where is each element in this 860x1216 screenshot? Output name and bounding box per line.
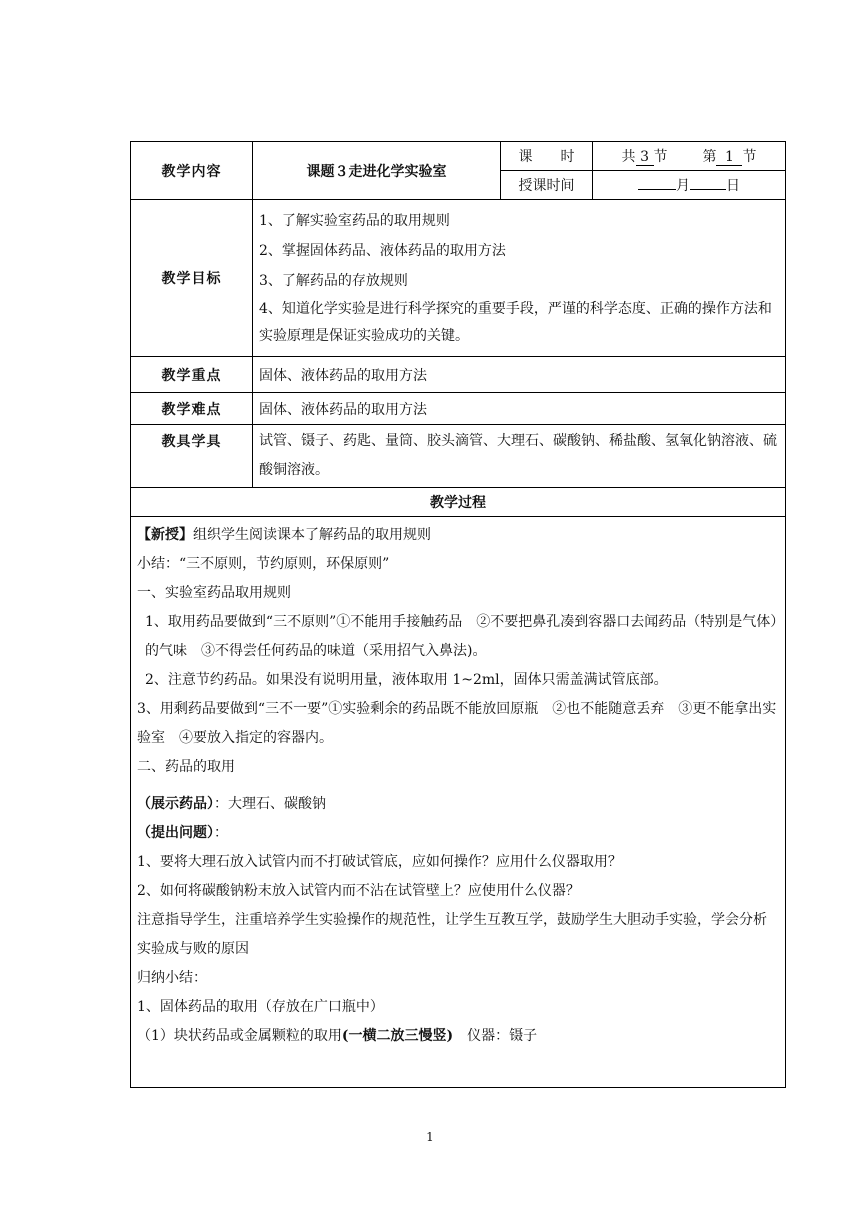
lesson-plan-table	[130, 141, 786, 1088]
show-line: （展示药品）：大理石、碳酸钠	[137, 796, 326, 812]
goals-label: 教学目标	[131, 200, 253, 357]
process-title: 教学过程	[131, 488, 786, 517]
solid-line: 1、固体药品的取用（存放在广口瓶中）	[137, 999, 384, 1015]
goal-item: 1、了解实验室药品的取用规则	[259, 213, 450, 229]
goal-item: 4、知道化学实验是进行科学探究的重要手段，严谨的科学态度、正确的操作方法和实验原理是保证实验成功的关键。	[259, 301, 772, 344]
rule-item: 1、取用药品要做到“三不原则”①不能用手接触药品 ②不要把鼻孔凑到容器口去闻药品（特别是气体）的气味 ③不得尝任何药品的味道（采用招气入鼻法)。	[145, 614, 778, 659]
question-item: 2、如何将碳酸钠粉末放入试管内而不沾在试管壁上？应使用什么仪器？	[137, 883, 580, 899]
date-value: 月 日	[593, 171, 786, 200]
tools-label: 教具学具	[131, 425, 253, 488]
goal-item: 2、掌握固体药品、液体药品的取用方法	[259, 243, 506, 259]
section-heading: 二、药品的取用	[137, 759, 235, 775]
process-body	[131, 517, 786, 1088]
content-label: 教学内容	[131, 142, 253, 200]
summary-line: 小结：“三不原则，节约原则，环保原则”	[137, 556, 390, 572]
period-value: 共 3 节 第 1 节	[593, 142, 786, 171]
new-teach-line: 【新授】组织学生阅读课本了解药品的取用规则	[137, 527, 431, 543]
goal-item: 3、了解药品的存放规则	[259, 273, 408, 289]
key-points-label: 教学重点	[131, 357, 253, 393]
page-number: 1	[426, 1130, 434, 1144]
difficult-points-label: 教学难点	[131, 393, 253, 425]
question-line: （提出问题）：	[137, 825, 228, 841]
key-points-text: 固体、液体药品的取用方法	[253, 357, 786, 393]
rule-item: 2、注意节约药品。如果没有说明用量，液体取用 1~2ml，固体只需盖满试管底部。	[145, 672, 668, 688]
total-periods: 3	[636, 149, 654, 166]
date-label: 授课时间	[501, 171, 593, 200]
tools-text: 试管、镊子、药匙、量筒、胶头滴管、大理石、碳酸钠、稀盐酸、氢氧化钠溶液、硫酸铜溶液。	[253, 425, 786, 488]
lesson-title: 课题３走进化学实验室	[253, 142, 501, 200]
question-item: 1、要将大理石放入试管内而不打破试管底，应如何操作？应用什么仪器取用？	[137, 854, 622, 870]
guide-text: 注意指导学生，注重培养学生实验操作的规范性，让学生互教互学，鼓励学生大胆动手实验，学会分析实验成与败的原因	[137, 912, 767, 957]
section-heading: 一、实验室药品取用规则	[137, 585, 291, 601]
current-period: 1	[716, 149, 742, 166]
difficult-points-text: 固体、液体药品的取用方法	[253, 393, 786, 425]
period-label: 课 时	[501, 142, 593, 171]
rule-item: 3、用剩药品要做到“三不一要”①实验剩余的药品既不能放回原瓶 ②也不能随意丢弃 ③更不能拿出实验室 ④要放入指定的容器内。	[137, 701, 777, 746]
goals-list	[253, 200, 786, 357]
conclusion-line: 归纳小结：	[137, 970, 207, 986]
block-line: （1）块状药品或金属颗粒的取用(一横二放三慢竖) 仪器：镊子	[137, 1028, 538, 1044]
